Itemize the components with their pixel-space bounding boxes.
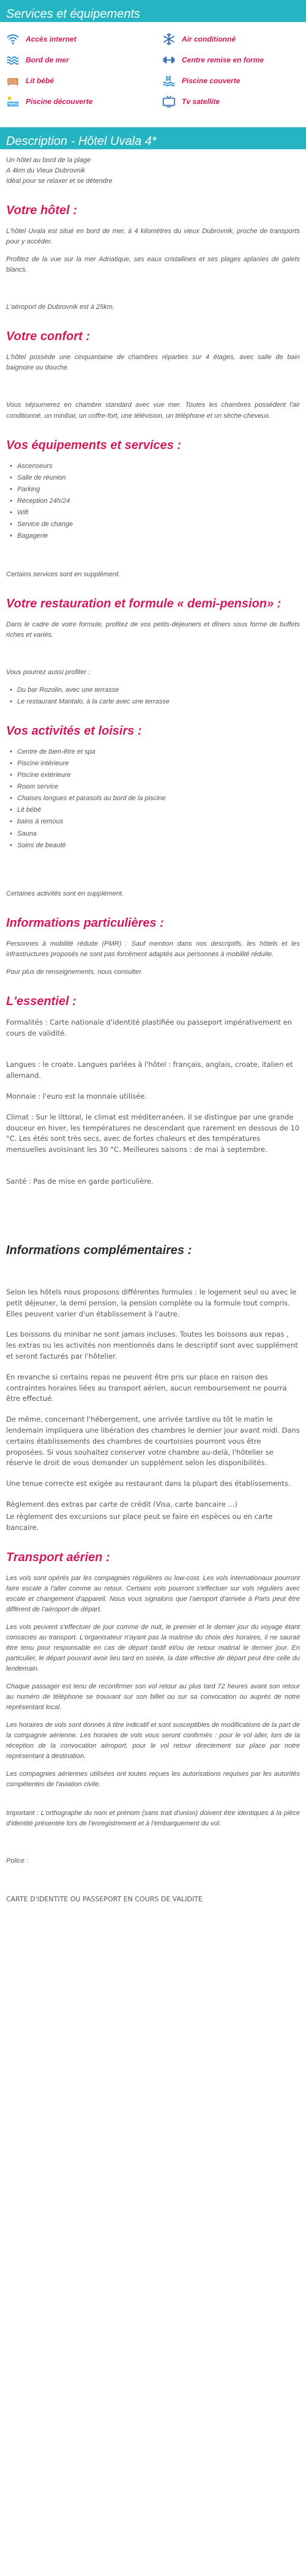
essentials-paragraph: Langues : le croate. Langues parlées à l'hôtel : français, anglais, croate, italien et allemand. xyxy=(6,1060,293,1080)
list-item: • Le restaurant Mantalo, à la carte avec une terrasse xyxy=(6,697,300,707)
leisure-list xyxy=(6,747,300,850)
list-item: • Chaises longues et parasols au bord de la piscine xyxy=(6,793,300,804)
info-paragraph: Personnes à mobilité réduite (PMR) : Sauf mention dans nos descriptifs, les hôtels et les infrastructures proposés ne sont pas forcément adaptés aux personnes à mobilité réduite. xyxy=(6,940,300,958)
service-label: Bord de mer xyxy=(26,55,69,64)
service-item-tv xyxy=(162,93,300,110)
list-item: • Piscine extérieure xyxy=(6,770,300,781)
services-section xyxy=(0,0,306,117)
pool-outdoor-icon xyxy=(6,95,20,108)
essentials-paragraph: Santé : Pas de mise en garde particulière. xyxy=(6,1177,154,1186)
equipment-note: Certains services sont en supplément. xyxy=(6,570,121,578)
service-item-aircon xyxy=(162,31,300,48)
pool-icon xyxy=(162,74,176,87)
description-section xyxy=(0,127,306,1904)
essentials-title: L'essentiel : xyxy=(6,994,76,1008)
list-item: • bains à remous xyxy=(6,817,300,827)
service-item-crib xyxy=(6,72,144,89)
restaurant-paragraph: Vous pourrez aussi profiter : xyxy=(6,669,91,677)
service-label: Air conditionné xyxy=(182,34,236,43)
police-value: CARTE D'IDENTITE OU PASSEPORT EN COURS DE VALIDITE xyxy=(6,1895,203,1903)
air-transport-title: Transport aérien : xyxy=(6,1550,110,1564)
air-paragraph: Important : L'orthographe du nom et prénom (sans trait d'union) doivent être identiques à la pièce d'identité présentée lors de l'enregistrement et à l'embarquement du vol. xyxy=(6,1810,300,1828)
comfort-paragraph: Vous séjournerez en chambre standard avec vue mer. Toutes les chambres possèdent l'air conditionné, un minibar, un coffre-fort, une télévision, un téléphone et un sèche-cheveux. xyxy=(6,401,300,420)
snowflake-icon xyxy=(162,32,176,46)
list-item: • Sauna xyxy=(6,829,300,839)
service-label: Lit bébé xyxy=(26,76,54,85)
service-label: Tv satellite xyxy=(182,97,220,106)
complementary-paragraph: Les boissons du minibar ne sont jamais incluses. Toutes les boissons aux repas , les extras ou les activités non mentionnés dans le descriptif sont avec supplément et seront facturés par l'hôtelier. xyxy=(6,1330,298,1360)
air-paragraph: Les vols sont opérés par les compagnies régulières ou low-cost. Les vols internationaux pourront faire escale à l'aller comme au retour. Certains vols pourront s'effectuer sur vols réguliers avec escale et changement d'appareil. Nous vous signalons que l'aéroport d'arrivée à Paris peut être différent de l'aéroport de départ. xyxy=(6,1574,300,1613)
complementary-paragraph: En revanche si certains repas ne peuvent être pris sur place en raison des contraintes horaires liées au transport aérien, aucun remboursement ne pourra être effectué. xyxy=(6,1372,287,1403)
list-item: • Room service xyxy=(6,782,300,792)
list-item: • Soins de beauté xyxy=(6,841,300,851)
leisure-title: Vos activités et loisirs : xyxy=(6,724,142,738)
description-header: Description - Hôtel Uvala 4* xyxy=(0,127,306,149)
service-label: Piscine couverte xyxy=(182,76,241,85)
essentials-paragraph: Formalités : Carte nationale d'identité plastifiée ou passeport impérativement en cours de validité. xyxy=(6,1017,292,1037)
services-header: Services et équipements xyxy=(0,0,306,22)
hotel-title: Votre hôtel : xyxy=(6,204,77,218)
service-item-fitness xyxy=(162,51,300,69)
air-paragraph: Les vols peuvent s'effectuer de jour comme de nuit, le premier et le dernier jour du voyage étant consacrés au transport. L'organisateur n'ayant pas la maîtrise du choix des horaires, il ne saurait être tenu pour responsable en cas de départ tardif et/ou de retour matinal le dernier jour. En particulier, le départ pouvant avoir lieu tard en soirée, la date effective de départ peut être celle du lendemain. xyxy=(6,1623,300,1672)
complementary-paragraph: Une tenue correcte est exigée au restaurant dans la plupart des établissements. xyxy=(6,1479,291,1488)
complementary-title: Informations complémentaires : xyxy=(6,1243,192,1257)
air-paragraph: Les compagnies aériennes utilisées ont toutes reçues les autorisations requises par les autorités compétentes de l'aviation civile. xyxy=(6,1770,300,1789)
list-item: • Salle de réunion xyxy=(6,473,300,483)
essentials-paragraph: Climat : Sur le littoral, le climat est méditerranéen. Il se distingue par une grande douceur en hiver, les températures ne descendant que rarement en dessous de 10 °C. Les étés sont très secs, avec de fortes chaleurs et des températures mensuelles avoisinant les 30 °C. Meilleures saisons : de mai à septembre. xyxy=(6,1112,300,1154)
hotel-paragraph: Profitez de la vue sur la mer Adriatique, ses eaux cristallines et ses plages aplanies de galets blancs. xyxy=(6,256,300,274)
restaurant-title: Votre restauration et formule « demi-pension» : xyxy=(6,596,282,611)
list-item: • Wifi xyxy=(6,508,300,518)
list-item: • Service de change xyxy=(6,519,300,530)
list-item: • Du bar Rozolin, avec une terrasse xyxy=(6,685,300,696)
service-label: Centre remise en forme xyxy=(182,55,264,64)
equipment-list xyxy=(6,461,300,541)
list-item: • Piscine intérieure xyxy=(6,759,300,769)
intro-line: A 4km du Vieux Dubrovnik xyxy=(6,167,86,175)
intro-line: Idéal pour se relaxer et se détendre xyxy=(6,177,113,185)
comfort-title: Votre confort : xyxy=(6,330,91,344)
restaurant-list xyxy=(6,685,300,707)
list-item: • Réception 24h/24 xyxy=(6,496,300,507)
service-label: Piscine découverte xyxy=(26,97,93,106)
list-item: • Centre de bien-être et spa xyxy=(6,747,300,757)
complementary-paragraph: Règlement des extras par carte de crédit (Visa, carte bancaire ...) xyxy=(6,1500,237,1509)
air-paragraph: Les horaires de vols sont donnés à titre indicatif et sont susceptibles de modifications de la part de la compagnie aérienne. Les horaires de vols vous seront confirmés : pour le vol aller, lors de la réception de la convocation aéroport, pour le vol retour directement sur place par notre représentant à destination. xyxy=(6,1721,300,1761)
service-item-seaside xyxy=(6,51,144,69)
service-item-internet xyxy=(6,31,144,48)
list-item: • Parking xyxy=(6,484,300,495)
info-paragraph: Pour plus de renseignements, nous consulter. xyxy=(6,968,143,976)
complementary-paragraph: De même, concernant l'hébergement, une arrivée tardive ou tôt le matin le lendemain impliquera une libération des chambres le dernier jour avant midi. Dans certains établissements des chambres de courtoisies pourront vous être proposées. Si vous souhaitez conserver votre chambre au-delà, l'hôtelier se réserve le droit de vous demander un supplément selon les disponibilités. xyxy=(6,1415,300,1468)
hotel-paragraph: L'aéroport de Dubrovnik est à 25km. xyxy=(6,303,114,311)
police-label: Police : xyxy=(6,1857,29,1865)
dumbbell-icon xyxy=(162,53,176,67)
list-item: • Ascenseurs xyxy=(6,461,300,472)
essentials-paragraph: Monnaie : l'euro est la monnaie utilisée. xyxy=(6,1092,147,1101)
complementary-paragraph: Le règlement des excursions sur place peut se faire en espèces ou en carte bancaire. xyxy=(6,1512,273,1532)
crib-icon xyxy=(6,74,20,87)
waves-icon xyxy=(6,53,20,67)
leisure-note: Certaines activités sont en supplément. xyxy=(6,889,124,897)
info-title: Informations particulières : xyxy=(6,916,164,930)
service-item-indoor-pool xyxy=(162,72,300,89)
restaurant-paragraph: Dans le cadre de votre formule, profitez de vos petits-déjeuners et dîners sous forme de buffets riches et variés. xyxy=(6,620,300,639)
services-grid xyxy=(6,31,300,110)
list-item: • Bagagerie xyxy=(6,531,300,541)
list-item: • Lit bébé xyxy=(6,805,300,815)
service-label: Accès internet xyxy=(26,34,76,43)
wifi-icon xyxy=(6,32,20,46)
equipment-title: Vos équipements et services : xyxy=(6,438,182,452)
service-item-outdoor-pool xyxy=(6,93,144,110)
comfort-paragraph: L'hôtel possède une cinquantaine de chambres réparties sur 4 étages, avec salle de bain baignoire ou douche. xyxy=(6,354,300,372)
complementary-paragraph: Selon les hôtels nous proposons différentes formules : le logement seul ou avec le petit déjeuner, la demi pension, la pension complète ou la formule tout compris. Elles peuvent varier d'un établissement à l'autre. xyxy=(6,1287,297,1318)
intro-line: Un hôtel au bord de la plage xyxy=(6,157,91,164)
hotel-paragraph: L'hôtel Uvala est situé en bord de mer, à 4 kilomètres du vieux Dubrovnik, proche de transports pour y accéder. xyxy=(6,228,300,246)
intro-block xyxy=(6,155,300,187)
tv-icon xyxy=(162,95,176,108)
air-paragraph: Chaque passager est tenu de reconfirmer son vol retour au plus tard 72 heures avant son retour au numéro de téléphone se trouvant sur son billet ou sur sa convocation ou auprès de notre représentant local. xyxy=(6,1682,300,1712)
